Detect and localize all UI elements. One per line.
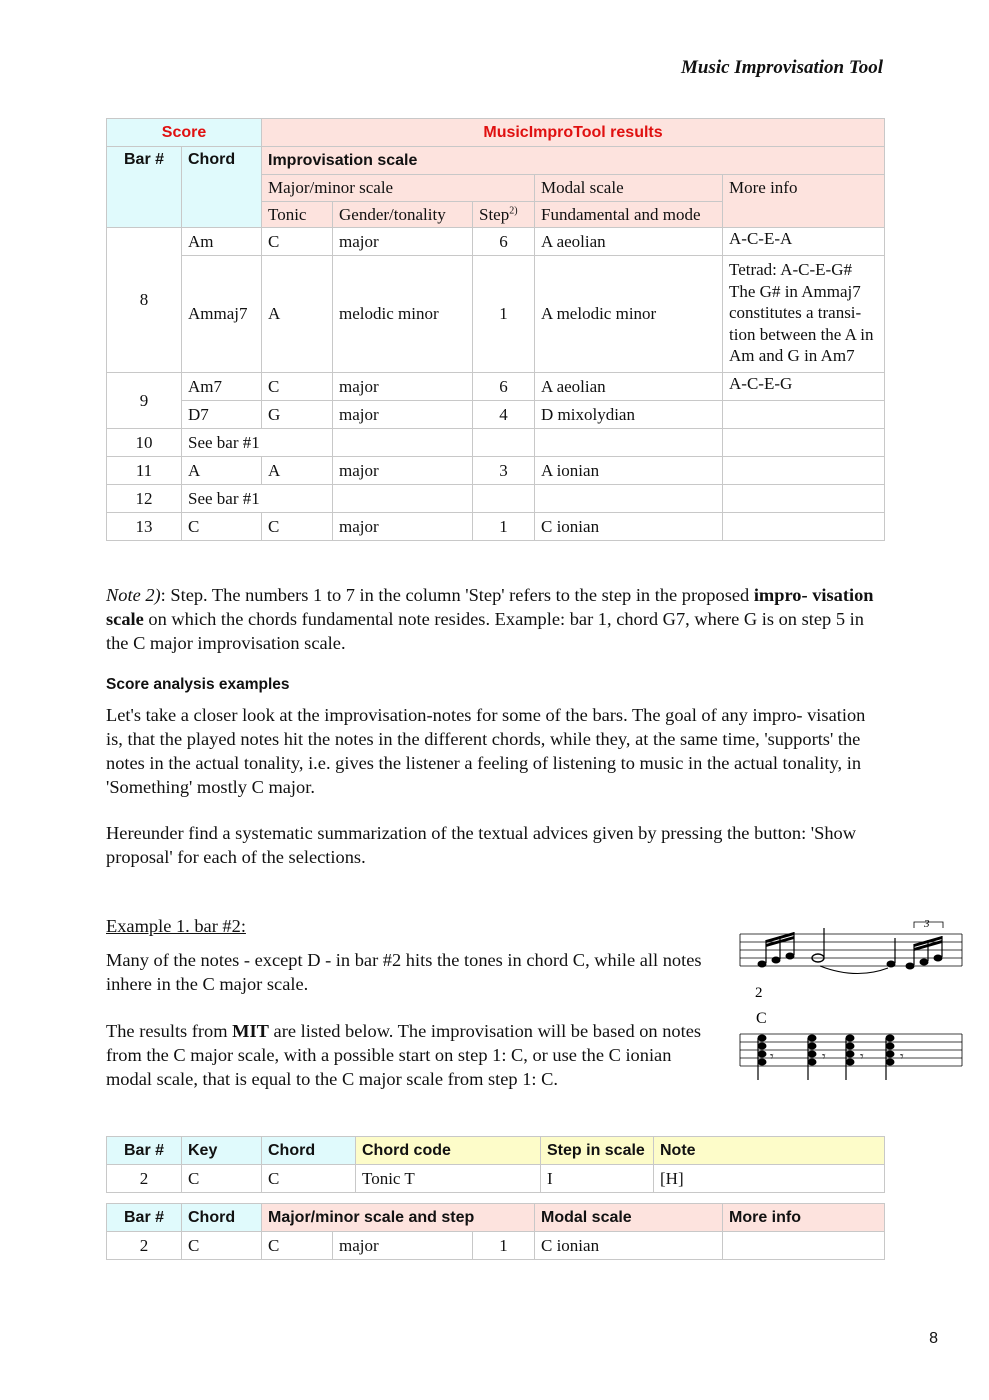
table-row: 2 C C Tonic T I [H] [107, 1165, 885, 1193]
page-number: 8 [929, 1330, 938, 1347]
score-header: Score [107, 119, 262, 147]
svg-text:2: 2 [755, 985, 763, 1001]
table-row: 12 See bar #1 [107, 485, 885, 513]
results-header: MusicImproTool results [262, 119, 885, 147]
table-row: 11 A A major 3 A ionian [107, 457, 885, 485]
example-paragraph-1: Many of the notes - except D - in bar #2 hits the tones in chord C, while all notes inhere in the C major scale. [106, 950, 702, 994]
scale-table: Bar # Chord Major/minor scale and step Modal scale More info 2 C C major 1 C ionian [106, 1203, 885, 1260]
step-header: Step$^{2)}$ [473, 202, 535, 228]
table-row: 8 Am C major 6 A aeolian A-C-E-A [107, 228, 885, 256]
intro-paragraph: Let's take a closer look at the improvisation-notes for some of the bars. The goal of any impro- visation is, that the played notes hit the notes in the different chords, while they, at the same time, 'supports' the notes in the actual tonality, i.e. gives the listener a feeling of listening to music in the actual tonality, in 'Something' mostly C major. [106, 705, 866, 797]
table-row: 13 C C major 1 C ionian [107, 513, 885, 541]
bar-col-header: Bar # [107, 147, 182, 228]
table-row: 10 See bar #1 [107, 429, 885, 457]
svg-text:C: C [756, 1010, 767, 1027]
results-table [106, 118, 885, 541]
page-header-title: Music Improvisation Tool [680, 57, 883, 78]
svg-text:𝄾: 𝄾 [900, 1049, 904, 1065]
chord-col-header: Chord [182, 147, 262, 228]
svg-text:𝄾: 𝄾 [770, 1049, 774, 1065]
fundamental-header: Fundamental and mode [535, 202, 723, 228]
section-heading: Score analysis examples [106, 676, 290, 693]
major-minor-header: Major/minor scale [262, 175, 535, 202]
note-2-paragraph: Note 2): Step. The numbers 1 to 7 in the column 'Step' refers to the step in the proposed impro- visation scale on which the chords fundamental note resides. Example: bar 1, chord G7, where G is on step 5 in the C major improvisation scale. [106, 585, 874, 653]
table-row: D7 G major 4 D mixolydian [107, 401, 885, 429]
svg-text:𝄾: 𝄾 [822, 1049, 826, 1065]
more-info-header: More info [723, 175, 885, 228]
table-row: 9 Am7 C major 6 A aeolian A-C-E-G [107, 373, 885, 401]
table-row: Ammaj7 A melodic minor 1 A melodic minor Tetrad: A-C-E-G# The G# in Ammaj7 constitutes a transi- tion between the A in Am and G in Am7 [107, 256, 885, 373]
svg-text:3: 3 [924, 918, 930, 930]
summary-paragraph: Hereunder find a systematic summarization of the textual advices given by pressing the button: 'Show proposal' for each of the selections. [106, 823, 856, 867]
table-row: 2 C C major 1 C ionian [107, 1232, 885, 1260]
svg-text:𝄾: 𝄾 [860, 1049, 864, 1065]
example-title: Example 1. bar #2: [106, 916, 246, 936]
improv-scale-header: Improvisation scale [262, 147, 885, 175]
gender-header: Gender/tonality [333, 202, 473, 228]
example-paragraph-2: The results from MIT are listed below. The improvisation will be based on notes from the C major scale, with a possible start on step 1: C, or use the C ionian modal scale, that is equal to the C major scale from step 1: C. [106, 1021, 702, 1089]
modal-scale-header: Modal scale [535, 175, 723, 202]
music-notation [738, 914, 968, 1084]
tonic-header: Tonic [262, 202, 333, 228]
chord-code-table: Bar # Key Chord Chord code Step in scale Note 2 C C Tonic T I [H] [106, 1136, 885, 1193]
